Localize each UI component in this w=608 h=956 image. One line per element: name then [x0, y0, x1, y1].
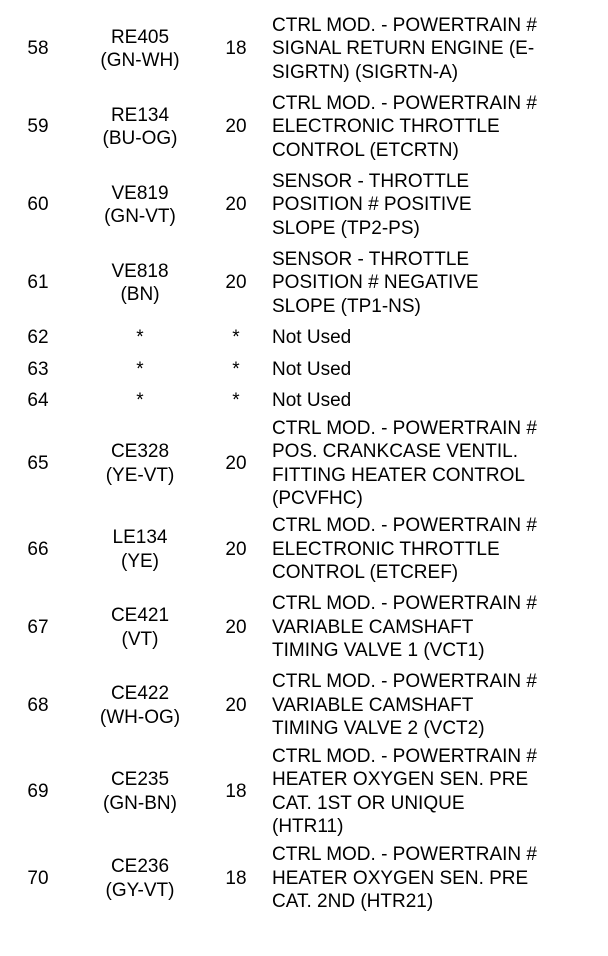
circuit-code: *: [136, 358, 144, 380]
wire-gauge: 20: [225, 538, 247, 560]
circuit-function: CTRL MOD. - POWERTRAIN # VARIABLE CAMSHAFT TIMING VALVE 1 (VCT1): [272, 593, 537, 662]
wire-gauge: 20: [225, 616, 247, 638]
pin-number: 63: [27, 358, 49, 380]
wire-color: (YE-VT): [105, 464, 175, 486]
wire-gauge: *: [232, 327, 240, 348]
table-row: [0, 839, 608, 919]
wire-gauge: 20: [225, 194, 247, 216]
circuit-code: *: [136, 327, 144, 348]
wire-color: (GN-WH): [100, 50, 180, 71]
circuit-function: CTRL MOD. - POWERTRAIN # ELECTRONIC THROTTLE CONTROL (ETCREF): [272, 515, 537, 584]
wire-color: (WH-OG): [99, 706, 181, 728]
table-row: [0, 10, 608, 88]
circuit-code: VE818: [111, 260, 169, 282]
wire-color: (BU-OG): [102, 128, 178, 149]
pin-number: 67: [27, 616, 49, 638]
pin-number: 59: [27, 116, 49, 138]
circuit-code: CE236: [110, 856, 170, 877]
circuit-function: SENSOR - THROTTLE POSITION # NEGATIVE SLOPE (TP1-NS): [272, 248, 479, 317]
circuit-function: Not Used: [272, 358, 352, 380]
circuit-code: CE422: [110, 683, 170, 704]
pin-number: 62: [27, 327, 49, 348]
table-row: [0, 417, 608, 511]
pin-number: 70: [27, 867, 49, 889]
wire-color: (GN-BN): [103, 792, 177, 814]
table-row: [0, 88, 608, 166]
circuit-function: CTRL MOD. - POWERTRAIN # VARIABLE CAMSHAFT TIMING VALVE 2 (VCT2): [272, 671, 537, 740]
wire-color: (GN-VT): [104, 206, 176, 227]
circuit-code: VE819: [111, 182, 169, 204]
circuit-code: LE134: [112, 527, 168, 548]
circuit-code: CE328: [110, 441, 170, 462]
table-row: [0, 354, 608, 386]
connector-pinout-table: [0, 10, 608, 919]
circuit-function: SENSOR - THROTTLE POSITION # POSITIVE SLOPE (TP2-PS): [272, 170, 472, 239]
pin-number: 60: [27, 194, 49, 216]
wire-color: (VT): [121, 628, 159, 650]
pin-number: 64: [27, 390, 49, 411]
wire-color: (GY-VT): [105, 879, 175, 901]
pin-number: 69: [27, 780, 49, 802]
circuit-function: CTRL MOD. - POWERTRAIN # POS. CRANKCASE VENTIL. FITTING HEATER CONTROL (PCVFHC): [272, 417, 537, 509]
circuit-function: CTRL MOD. - POWERTRAIN # HEATER OXYGEN SEN. PRE CAT. 2ND (HTR21): [272, 844, 537, 913]
wire-color: (YE): [121, 550, 159, 572]
table-row: [0, 385, 608, 417]
wire-gauge: 18: [225, 38, 247, 60]
circuit-code: CE235: [110, 769, 170, 790]
circuit-code: RE405: [110, 26, 170, 48]
circuit-function: CTRL MOD. - POWERTRAIN # SIGNAL RETURN ENGINE (E- SIGRTN) (SIGRTN-A): [272, 14, 537, 83]
circuit-code: RE134: [110, 104, 170, 126]
table-row: [0, 667, 608, 745]
pin-number: 58: [27, 38, 49, 60]
pin-number: 61: [27, 272, 49, 294]
circuit-function: CTRL MOD. - POWERTRAIN # HEATER OXYGEN SEN. PRE CAT. 1ST OR UNIQUE (HTR11): [272, 745, 537, 837]
wire-gauge: 20: [225, 272, 247, 294]
wire-gauge: *: [232, 390, 240, 411]
wire-gauge: *: [232, 358, 240, 380]
table-row: [0, 244, 608, 322]
table-row: [0, 745, 608, 839]
table-row: [0, 589, 608, 667]
circuit-function: Not Used: [272, 327, 352, 348]
wire-color: (BN): [120, 284, 160, 305]
table-row: [0, 511, 608, 589]
pin-number: 65: [27, 452, 49, 474]
pin-number: 68: [27, 694, 49, 716]
circuit-code: *: [136, 390, 144, 411]
circuit-function: Not Used: [272, 390, 352, 411]
wire-gauge: 18: [225, 780, 247, 802]
pin-number: 66: [27, 538, 49, 560]
table-row: [0, 166, 608, 244]
wire-gauge: 18: [225, 867, 247, 889]
table-row: [0, 322, 608, 354]
wire-gauge: 20: [225, 452, 247, 474]
circuit-function: CTRL MOD. - POWERTRAIN # ELECTRONIC THROTTLE CONTROL (ETCRTN): [272, 92, 537, 161]
wire-gauge: 20: [225, 116, 247, 138]
wire-gauge: 20: [225, 694, 247, 716]
circuit-code: CE421: [110, 605, 170, 626]
